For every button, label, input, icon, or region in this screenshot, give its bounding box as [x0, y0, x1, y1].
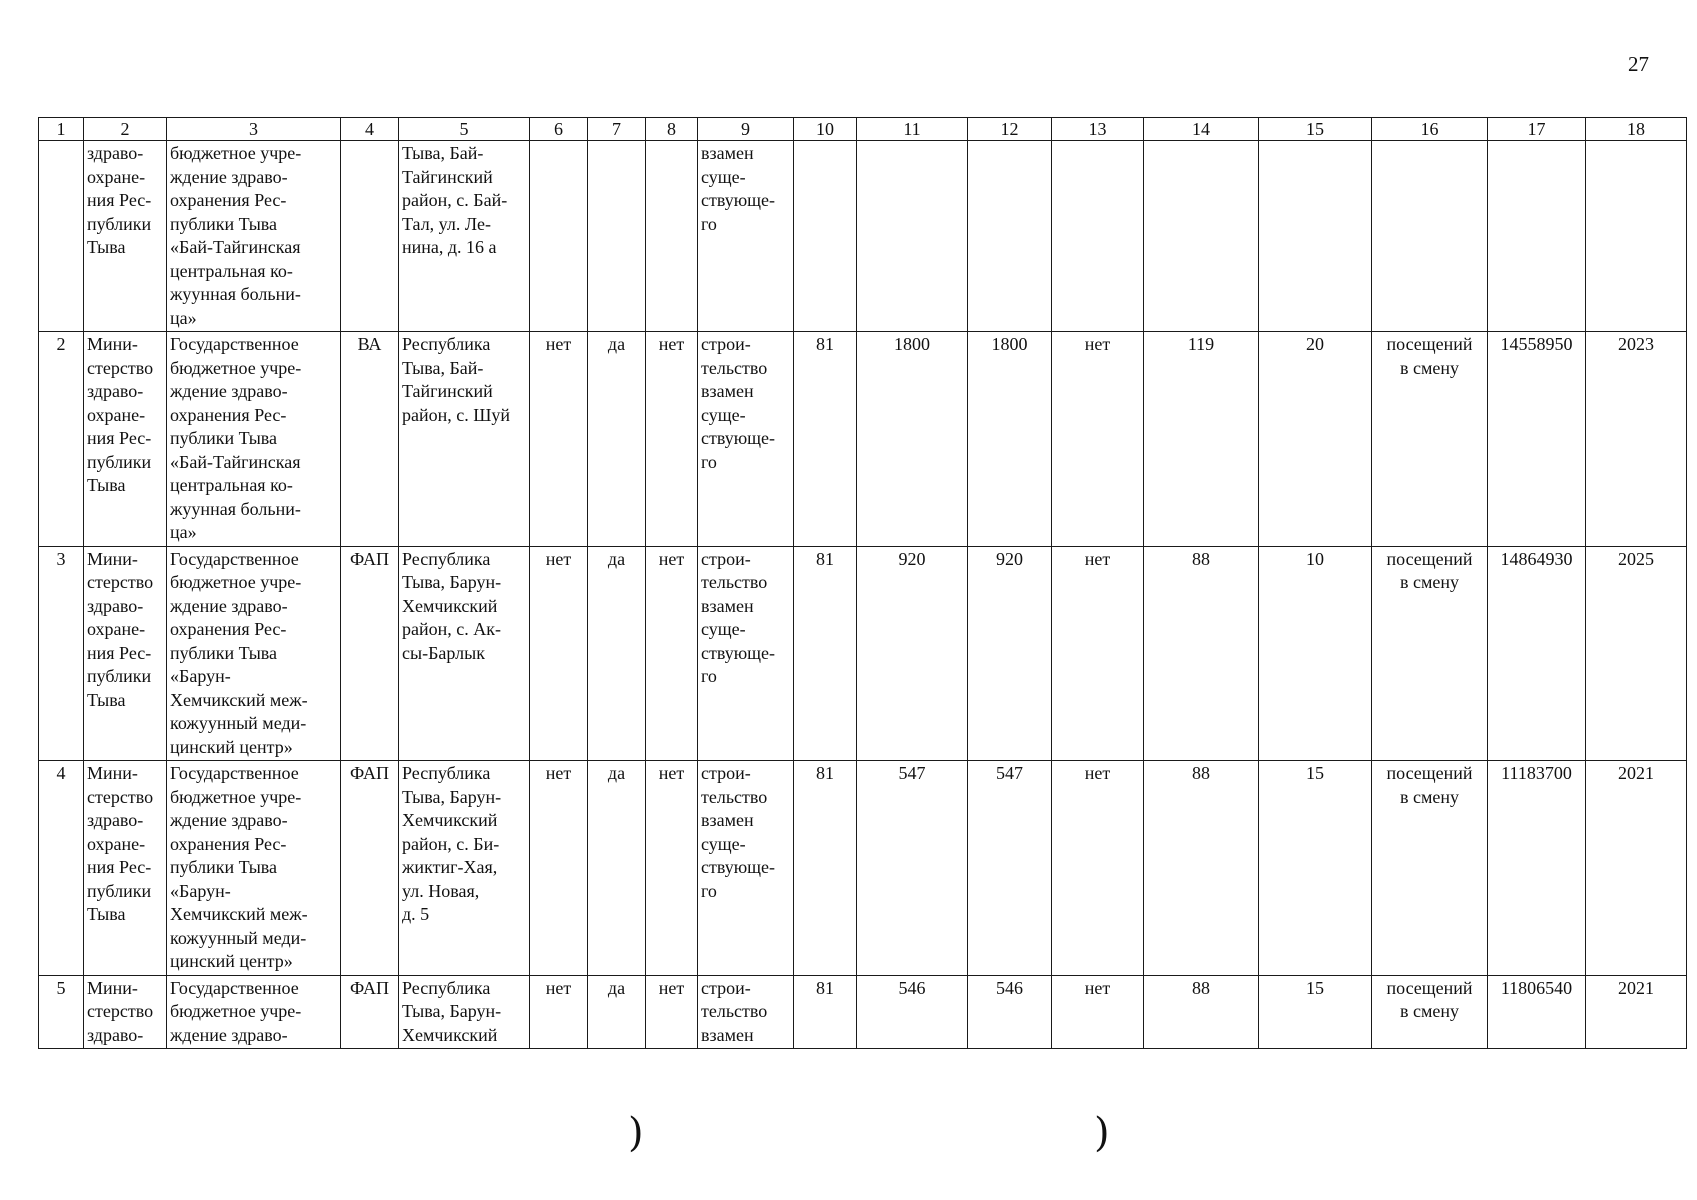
table-cell: нет	[646, 332, 698, 547]
table-cell: 547	[968, 761, 1052, 976]
table-cell: Мини- стерство здраво- охране- ния Рес- публики Тыва	[84, 761, 167, 976]
table-cell	[646, 141, 698, 332]
column-header: 9	[698, 118, 794, 141]
column-header: 7	[588, 118, 646, 141]
table-cell: да	[588, 975, 646, 1049]
table-cell: Мини- стерство здраво-	[84, 975, 167, 1049]
table-cell: Государственное бюджетное учре- ждение здраво- охранения Рес- публики Тыва «Бай-Тайгинская центральная ко- жуунная больни- ца»	[167, 332, 341, 547]
table-cell	[1372, 141, 1488, 332]
data-table	[38, 117, 1687, 1049]
table-cell	[530, 141, 588, 332]
table-cell: нет	[530, 332, 588, 547]
table-cell	[39, 141, 84, 332]
table-cell: строи- тельство взамен суще- ствующе- го	[698, 332, 794, 547]
column-header: 10	[794, 118, 857, 141]
column-header: 17	[1488, 118, 1586, 141]
table-cell	[341, 141, 399, 332]
column-header: 18	[1586, 118, 1687, 141]
table-cell	[1259, 141, 1372, 332]
table-cell: 2023	[1586, 332, 1687, 547]
table-cell: 1800	[968, 332, 1052, 547]
table-cell: нет	[1052, 546, 1144, 761]
table-cell: Республика Тыва, Бай- Тайгинский район, с. Шуй	[399, 332, 530, 547]
table-cell: да	[588, 332, 646, 547]
table-cell: 14864930	[1488, 546, 1586, 761]
table-cell: 81	[794, 975, 857, 1049]
column-header: 8	[646, 118, 698, 141]
table-cell: да	[588, 761, 646, 976]
header-row	[39, 118, 1687, 141]
table-cell: 88	[1144, 975, 1259, 1049]
table-cell: нет	[1052, 975, 1144, 1049]
table-cell: нет	[646, 761, 698, 976]
table-cell: 2025	[1586, 546, 1687, 761]
table-cell: Республика Тыва, Барун- Хемчикский район, с. Би- жиктиг-Хая, ул. Новая, д. 5	[399, 761, 530, 976]
table-cell: 2021	[1586, 975, 1687, 1049]
table-cell: ФАП	[341, 546, 399, 761]
column-header: 6	[530, 118, 588, 141]
table-cell: нет	[530, 975, 588, 1049]
table-cell: взамен суще- ствующе- го	[698, 141, 794, 332]
table-cell: 15	[1259, 975, 1372, 1049]
table-cell: нет	[646, 975, 698, 1049]
column-header: 4	[341, 118, 399, 141]
table-cell	[1586, 141, 1687, 332]
table-cell: 2021	[1586, 761, 1687, 976]
table-cell: 81	[794, 761, 857, 976]
table-cell: Тыва, Бай- Тайгинский район, с. Бай- Тал, ул. Ле- нина, д. 16 а	[399, 141, 530, 332]
table-cell: 119	[1144, 332, 1259, 547]
column-header: 3	[167, 118, 341, 141]
table-cell: Государственное бюджетное учре- ждение здраво- охранения Рес- публики Тыва «Барун- Хемчикский меж- кожуунный меди- цинский центр»	[167, 761, 341, 976]
column-header: 11	[857, 118, 968, 141]
table-cell: 81	[794, 332, 857, 547]
column-header: 15	[1259, 118, 1372, 141]
table-cell: 10	[1259, 546, 1372, 761]
table-cell: 14558950	[1488, 332, 1586, 547]
table-cell: 20	[1259, 332, 1372, 547]
table-cell: 920	[968, 546, 1052, 761]
table-cell: ФАП	[341, 761, 399, 976]
table-cell	[857, 141, 968, 332]
table-row	[39, 332, 1687, 547]
table-cell: нет	[1052, 761, 1144, 976]
table-cell: Государственное бюджетное учре- ждение здраво-	[167, 975, 341, 1049]
table-cell: 546	[968, 975, 1052, 1049]
table-cell: 1800	[857, 332, 968, 547]
table-cell: Государственное бюджетное учре- ждение здраво- охранения Рес- публики Тыва «Барун- Хемчикский меж- кожуунный меди- цинский центр»	[167, 546, 341, 761]
table-cell	[794, 141, 857, 332]
table-cell: 11806540	[1488, 975, 1586, 1049]
table-cell: 4	[39, 761, 84, 976]
table-cell	[1144, 141, 1259, 332]
table-cell: посещений в смену	[1372, 761, 1488, 976]
table-cell: 11183700	[1488, 761, 1586, 976]
table-cell	[1488, 141, 1586, 332]
table-cell: здраво- охране- ния Рес- публики Тыва	[84, 141, 167, 332]
table-cell: посещений в смену	[1372, 332, 1488, 547]
column-header: 5	[399, 118, 530, 141]
table-cell	[588, 141, 646, 332]
table-cell: 920	[857, 546, 968, 761]
table-cell: 88	[1144, 761, 1259, 976]
column-header: 13	[1052, 118, 1144, 141]
table-cell: посещений в смену	[1372, 546, 1488, 761]
table-cell: Республика Тыва, Барун- Хемчикский	[399, 975, 530, 1049]
table-cell: 5	[39, 975, 84, 1049]
table-cell: Мини- стерство здраво- охране- ния Рес- публики Тыва	[84, 332, 167, 547]
table-cell: посещений в смену	[1372, 975, 1488, 1049]
table-cell: строи- тельство взамен	[698, 975, 794, 1049]
column-header: 12	[968, 118, 1052, 141]
table-cell: 546	[857, 975, 968, 1049]
table-row	[39, 546, 1687, 761]
column-header: 1	[39, 118, 84, 141]
table-row	[39, 761, 1687, 976]
table-cell: да	[588, 546, 646, 761]
column-header: 16	[1372, 118, 1488, 141]
table-cell: строи- тельство взамен суще- ствующе- го	[698, 761, 794, 976]
table-cell: нет	[530, 546, 588, 761]
table-cell: ФАП	[341, 975, 399, 1049]
table-cell: Республика Тыва, Барун- Хемчикский район, с. Ак- сы-Барлык	[399, 546, 530, 761]
scan-mark: )	[1094, 1110, 1110, 1156]
table-cell: ВА	[341, 332, 399, 547]
table-cell: Мини- стерство здраво- охране- ния Рес- публики Тыва	[84, 546, 167, 761]
scan-mark: )	[628, 1110, 644, 1156]
table-cell: 88	[1144, 546, 1259, 761]
column-header: 2	[84, 118, 167, 141]
table-cell: нет	[1052, 332, 1144, 547]
table-cell: 3	[39, 546, 84, 761]
table-cell: строи- тельство взамен суще- ствующе- го	[698, 546, 794, 761]
table-cell: нет	[530, 761, 588, 976]
table-cell: нет	[646, 546, 698, 761]
table-row	[39, 141, 1687, 332]
table-row	[39, 975, 1687, 1049]
table-cell: 547	[857, 761, 968, 976]
table-cell: 2	[39, 332, 84, 547]
table-cell: бюджетное учре- ждение здраво- охранения Рес- публики Тыва «Бай-Тайгинская центральная ко- жуунная больни- ца»	[167, 141, 341, 332]
table-cell: 81	[794, 546, 857, 761]
table-cell	[968, 141, 1052, 332]
column-header: 14	[1144, 118, 1259, 141]
page-number: 27	[1628, 52, 1649, 76]
table-cell: 15	[1259, 761, 1372, 976]
table-cell	[1052, 141, 1144, 332]
